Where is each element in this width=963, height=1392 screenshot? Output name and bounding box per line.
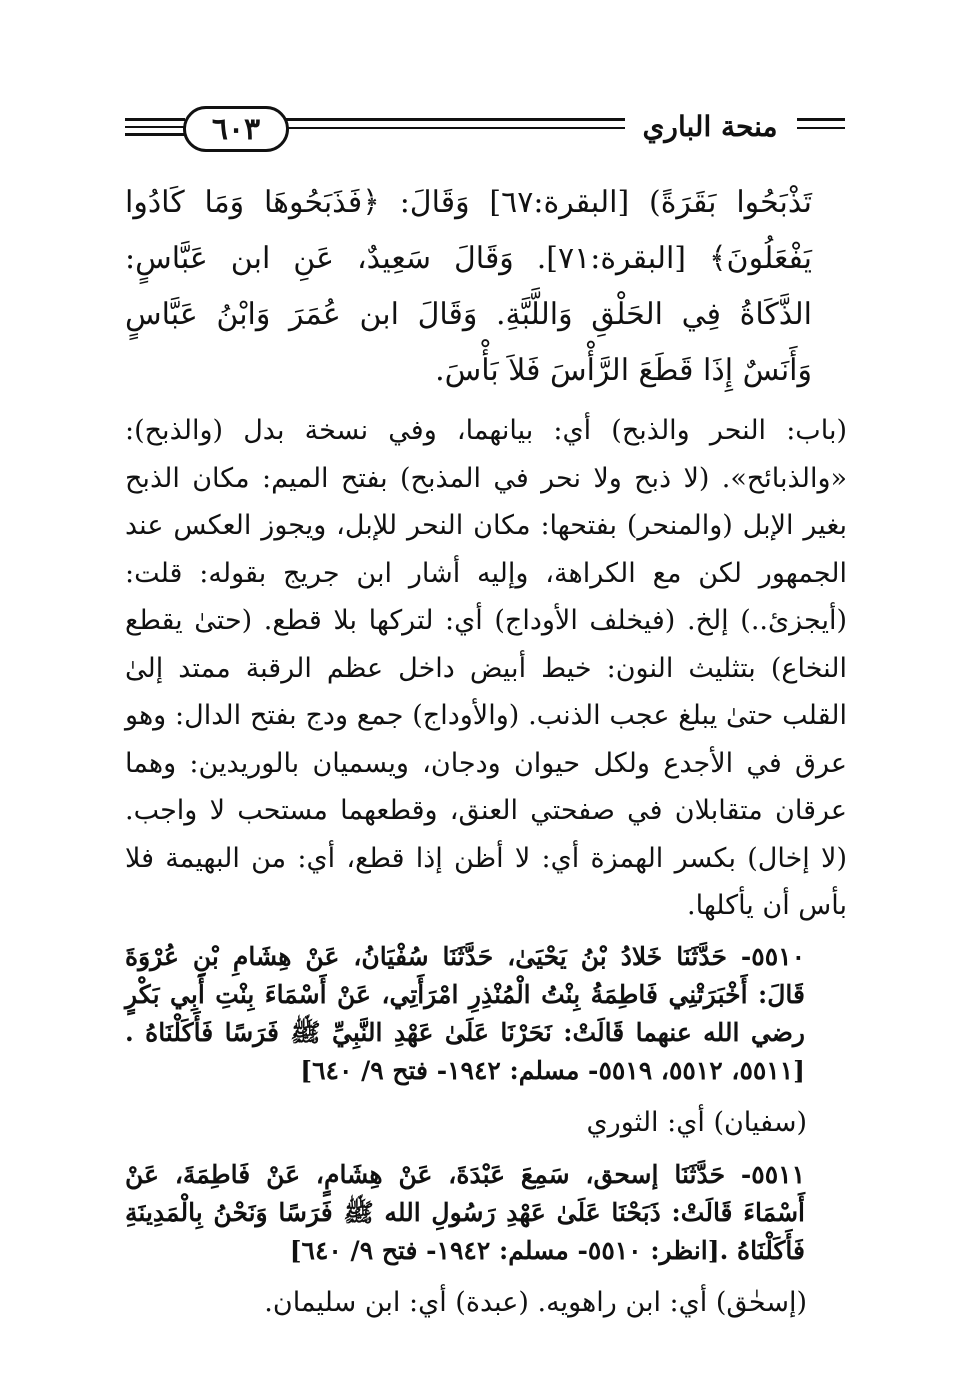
page-number: ٦٠٣	[211, 111, 261, 147]
header-rule-right-top	[797, 118, 845, 121]
page-body	[125, 175, 847, 1328]
page-header	[125, 98, 845, 158]
commentary-paragraph: (باب: النحر والذبح) أي: بيانهما، وفي نسخة بدل (والذبح): «والذبائح». (لا ذبح ولا نحر في المذبح) بفتح الميم: مكان الذبح بغير الإبل (والمنحر) بفتحها: مكان النحر للإبل، ويجوز العكس عند الجمهور لكن مع الكراهة، وإليه أشار ابن جريج بقوله: قلت: (أيجزئ..) إلخ. (فيخلف الأوداج) أي: لتركها بلا قطع. (حتىٰ يقطع النخاع) بتثليث النون: خيط أبيض داخل عظم الرقبة ممتد إلىٰ القلب حتىٰ يبلغ عجب الذنب. (والأوداج) جمع ودج بفتح الدال: وهو عرق في الأجدع ولكل حيوان ودجان، ويسميان بالوريدين: وهما عرقان متقابلان في صفحتي العنق، وقطعهما مستحب لا واجب. (لا إخال) بكسر الهمزة أي: لا أظن إذا قطع، أي: من البهيمة فلا بأس أن يأكلها.	[125, 415, 847, 921]
hadith-5510: ٥٥١٠- حَدَّثَنَا خَلادُ بْنُ يَحْيَىٰ، حَدَّثَنَا سُفْيَانُ، عَنْ هِشَامِ بْنِ عُرْوَةَ قَالَ: أَخْبَرَتْنِي فَاطِمَةُ بِنْتُ الْمُنْذِرِ امْرَأَتِي، عَنْ أَسْمَاءَ بِنْتِ أَبِي بَكْرٍ رضي الله عنهما قَالَتْ: نَحَرْنَا عَلَىٰ عَهْدِ النَّبِيِّ ﷺ فَرَسًا فَأَكَلْنَاهُ .[٥٥١١، ٥٥١٢، ٥٥١٩- مسلم: ١٩٤٢- فتح ٩/ ٦٤٠]	[125, 941, 805, 1085]
header-rule-middle-bottom	[285, 127, 657, 129]
running-title: منحة الباري	[625, 106, 795, 146]
header-rule-right-bottom	[797, 127, 845, 129]
header-rule-left-top	[125, 118, 185, 121]
note-sufyan: (سفيان) أي: الثوري	[586, 1106, 807, 1138]
header-rule-middle-top	[285, 118, 657, 121]
header-rule-left-bottom	[125, 133, 185, 136]
hadith-5511: ٥٥١١- حَدَّثَنَا إسحق، سَمِعَ عَبْدَةَ، عَنْ هِشَامٍ، عَنْ فَاطِمَةَ، عَنْ أَسْمَاءَ قَالَتْ: ذَبَحْنَا عَلَىٰ عَهْدِ رَسُولِ الله ﷺ فَرَسًا وَنَحْنُ بِالْمَدِينَةِ فَأَكَلْنَاهُ .[انظر: ٥٥١٠- مسلم: ١٩٤٢- فتح ٩/ ٦٤٠]	[125, 1159, 805, 1265]
verse-block: تَذْبَحُوا بَقَرَةً) [البقرة:٦٧] وَقَالَ: ﴿فَذَبَحُوهَا وَمَا كَادُوا يَفْعَلُونَ﴾ [البقرة:٧١]. وَقَالَ سَعِيدٌ، عَنِ ابن عَبَّاسٍ: الذَّكَاةُ فِي الحَلْقِ وَاللَّبَّةِ. وَقَالَ ابن عُمَرَ وَابْنُ عَبَّاسٍ وَأَنَسٌ إِذَا قَطَعَ الرَّأْسَ فَلاَ بَأْسَ.	[125, 185, 813, 388]
header-rule-left-mid	[125, 126, 185, 128]
page-number-badge	[183, 106, 289, 152]
note-ishaq: (إسحٰق) أي: ابن راهويه. (عبدة) أي: ابن سليمان.	[264, 1286, 807, 1318]
